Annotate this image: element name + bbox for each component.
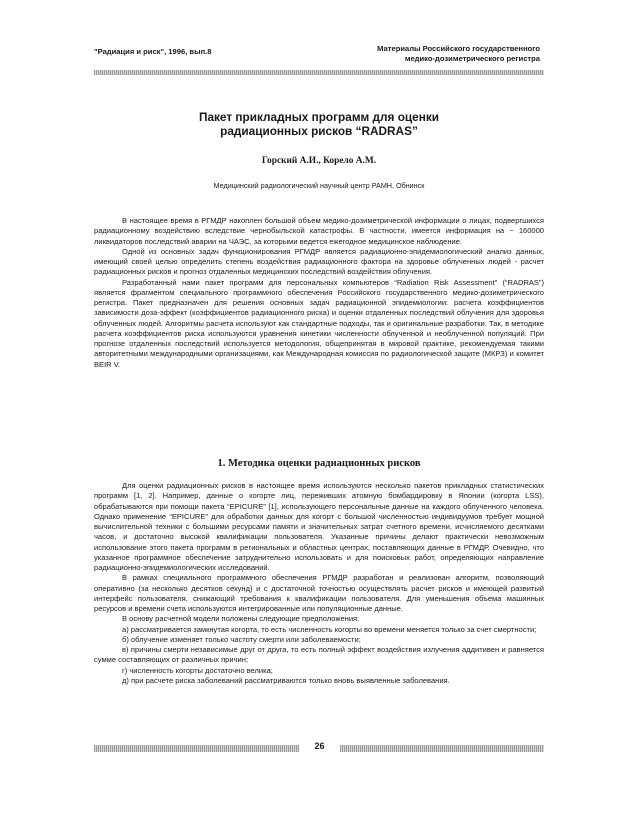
article-title-line-1: Пакет прикладных программ для оценки (198, 110, 439, 124)
article-title-line-2: радиационных рисков “RADRAS” (220, 124, 418, 138)
list-item: б) облучение изменяет только частоту смерти или заболеваемости; (122, 634, 361, 644)
journal-series-line-1: Материалы Российского государственного (377, 44, 540, 53)
article-title (94, 110, 544, 138)
section-text (94, 481, 544, 686)
journal-series (377, 44, 540, 63)
footer-rule-left (94, 745, 299, 752)
list-item: а) рассматривается замкнутая когорта, то есть численность когорты во времени меняется только за счет смертности; (122, 624, 537, 634)
list-item: г) численность когорты достаточно велика; (122, 665, 273, 675)
journal-citation: "Радиация и риск", 1996, вып.8 (94, 47, 212, 56)
paragraph: Одной из основных задач функционирования РГМДР является радиационно-эпидемиологический анализ данных, имеющий своей целью определить степень воздействия радиационного фактора на здоровье облученных людей - расчет радиационных рисков и прогноз отдаленных медицинских последствий воздействия облучения. (94, 246, 544, 277)
paragraph: В основу расчетной модели положены следующие предположения: (122, 614, 360, 624)
section-heading: 1. Методика оценки радиационных рисков (217, 458, 421, 469)
paragraph: В настоящее время в РГМДР накоплен большой объем медико-дозиметрической информации о лицах, подвергшихся радиационному воздействию вследствие чернобыльской катастрофы. В частности, имеется информация на ~ 160000 ликвидаторов последствий аварии на ЧАЭС, за которыми ведется ежегодное медицинское наблюдение. (94, 216, 544, 246)
journal-series-line-2: медико-дозиметрического регистра (404, 53, 540, 63)
affiliation: Медицинский радиологический научный центр РАМН, Обнинск (213, 181, 425, 190)
page-number: 26 (314, 741, 325, 751)
authors: Горский А.И., Корело А.М. (261, 156, 377, 166)
list-item: д) при расчете риска заболеваний рассматриваются только вновь выявленные заболевания. (122, 675, 450, 685)
paragraph: Для оценки радиационных рисков в настоящее время используются несколько пакетов прикладных статистических программ [1, 2]. Например, данные о когорте лиц, переживших атомную бомбардировку в Японии (когорта LSS), обрабатываются при помощи пакета “EPICURE” [1], использующего персональные данные на каждого облученного человека. Однако применение “EPICURE” для обработки данных для когорт с большой численностью индивидуумов требует мощной вычислительной техники с большими ресурсами памяти и значительных затрат счетного времени, исчисляемого десятками часов, и достаточно высокой квалификации пользователя. Указанные причины делают практически невозможным использование этого пакета программ в региональных и областных центрах, поставляющих данные в РГМДР. Очевидно, что указанное программное обеспечение затруднительно использовать и для поисковых работ, определяющих направление радиационно-эпидемиологических исследований. (94, 481, 544, 572)
footer-rule-right (340, 745, 544, 752)
paragraph: Разработанный нами пакет программ для персональных компьютеров “Radiation Risk Assessment” (“RADRAS”) является фрагментом специального программного обеспечения Российского государственного медико-дозиметрического регистра. Пакет предназначен для решения основных задач радиационной эпидемиологии: расчета коэффициентов зависимости доза-эффект (коэффициентов радиационного риска) и оценки отдаленных последствий облучения для здоровья облученных людей. Алгоритмы расчета используют как стандартные подходы, так и оригинальные разработки. Так, в методике расчета коэффициентов риска используются уравнения кинетики численности облученной и необлученной популяций. При прогнозе отдаленных последствий используется методология, общепринятая в мировой практике, рекомендуемая такими авторитетными международными организациями, как Международная комиссия по радиологической защите (МКРЗ) и комитет BEIR V. (94, 277, 544, 369)
paragraph: В рамках специального программного обеспечения РГМДР разработан и реализован алгоритм, позволяющий оперативно (за несколько десятков секунд) и с достаточной точностью осуществлять расчет рисков и имеющей развитый интерфейс пользователя, снижающий требования к квалификации пользователя. Для уменьшения объема машинных ресурсов и времени счета используются интегрированные или популяционные данные. (94, 573, 544, 613)
intro-text (94, 216, 544, 370)
list-item: в) причины смерти независимые друг от друга, то есть полный эффект воздействия излучения аддитивен и равняется сумме составляющих от различных причин; (94, 645, 544, 665)
header-rule (94, 70, 544, 75)
